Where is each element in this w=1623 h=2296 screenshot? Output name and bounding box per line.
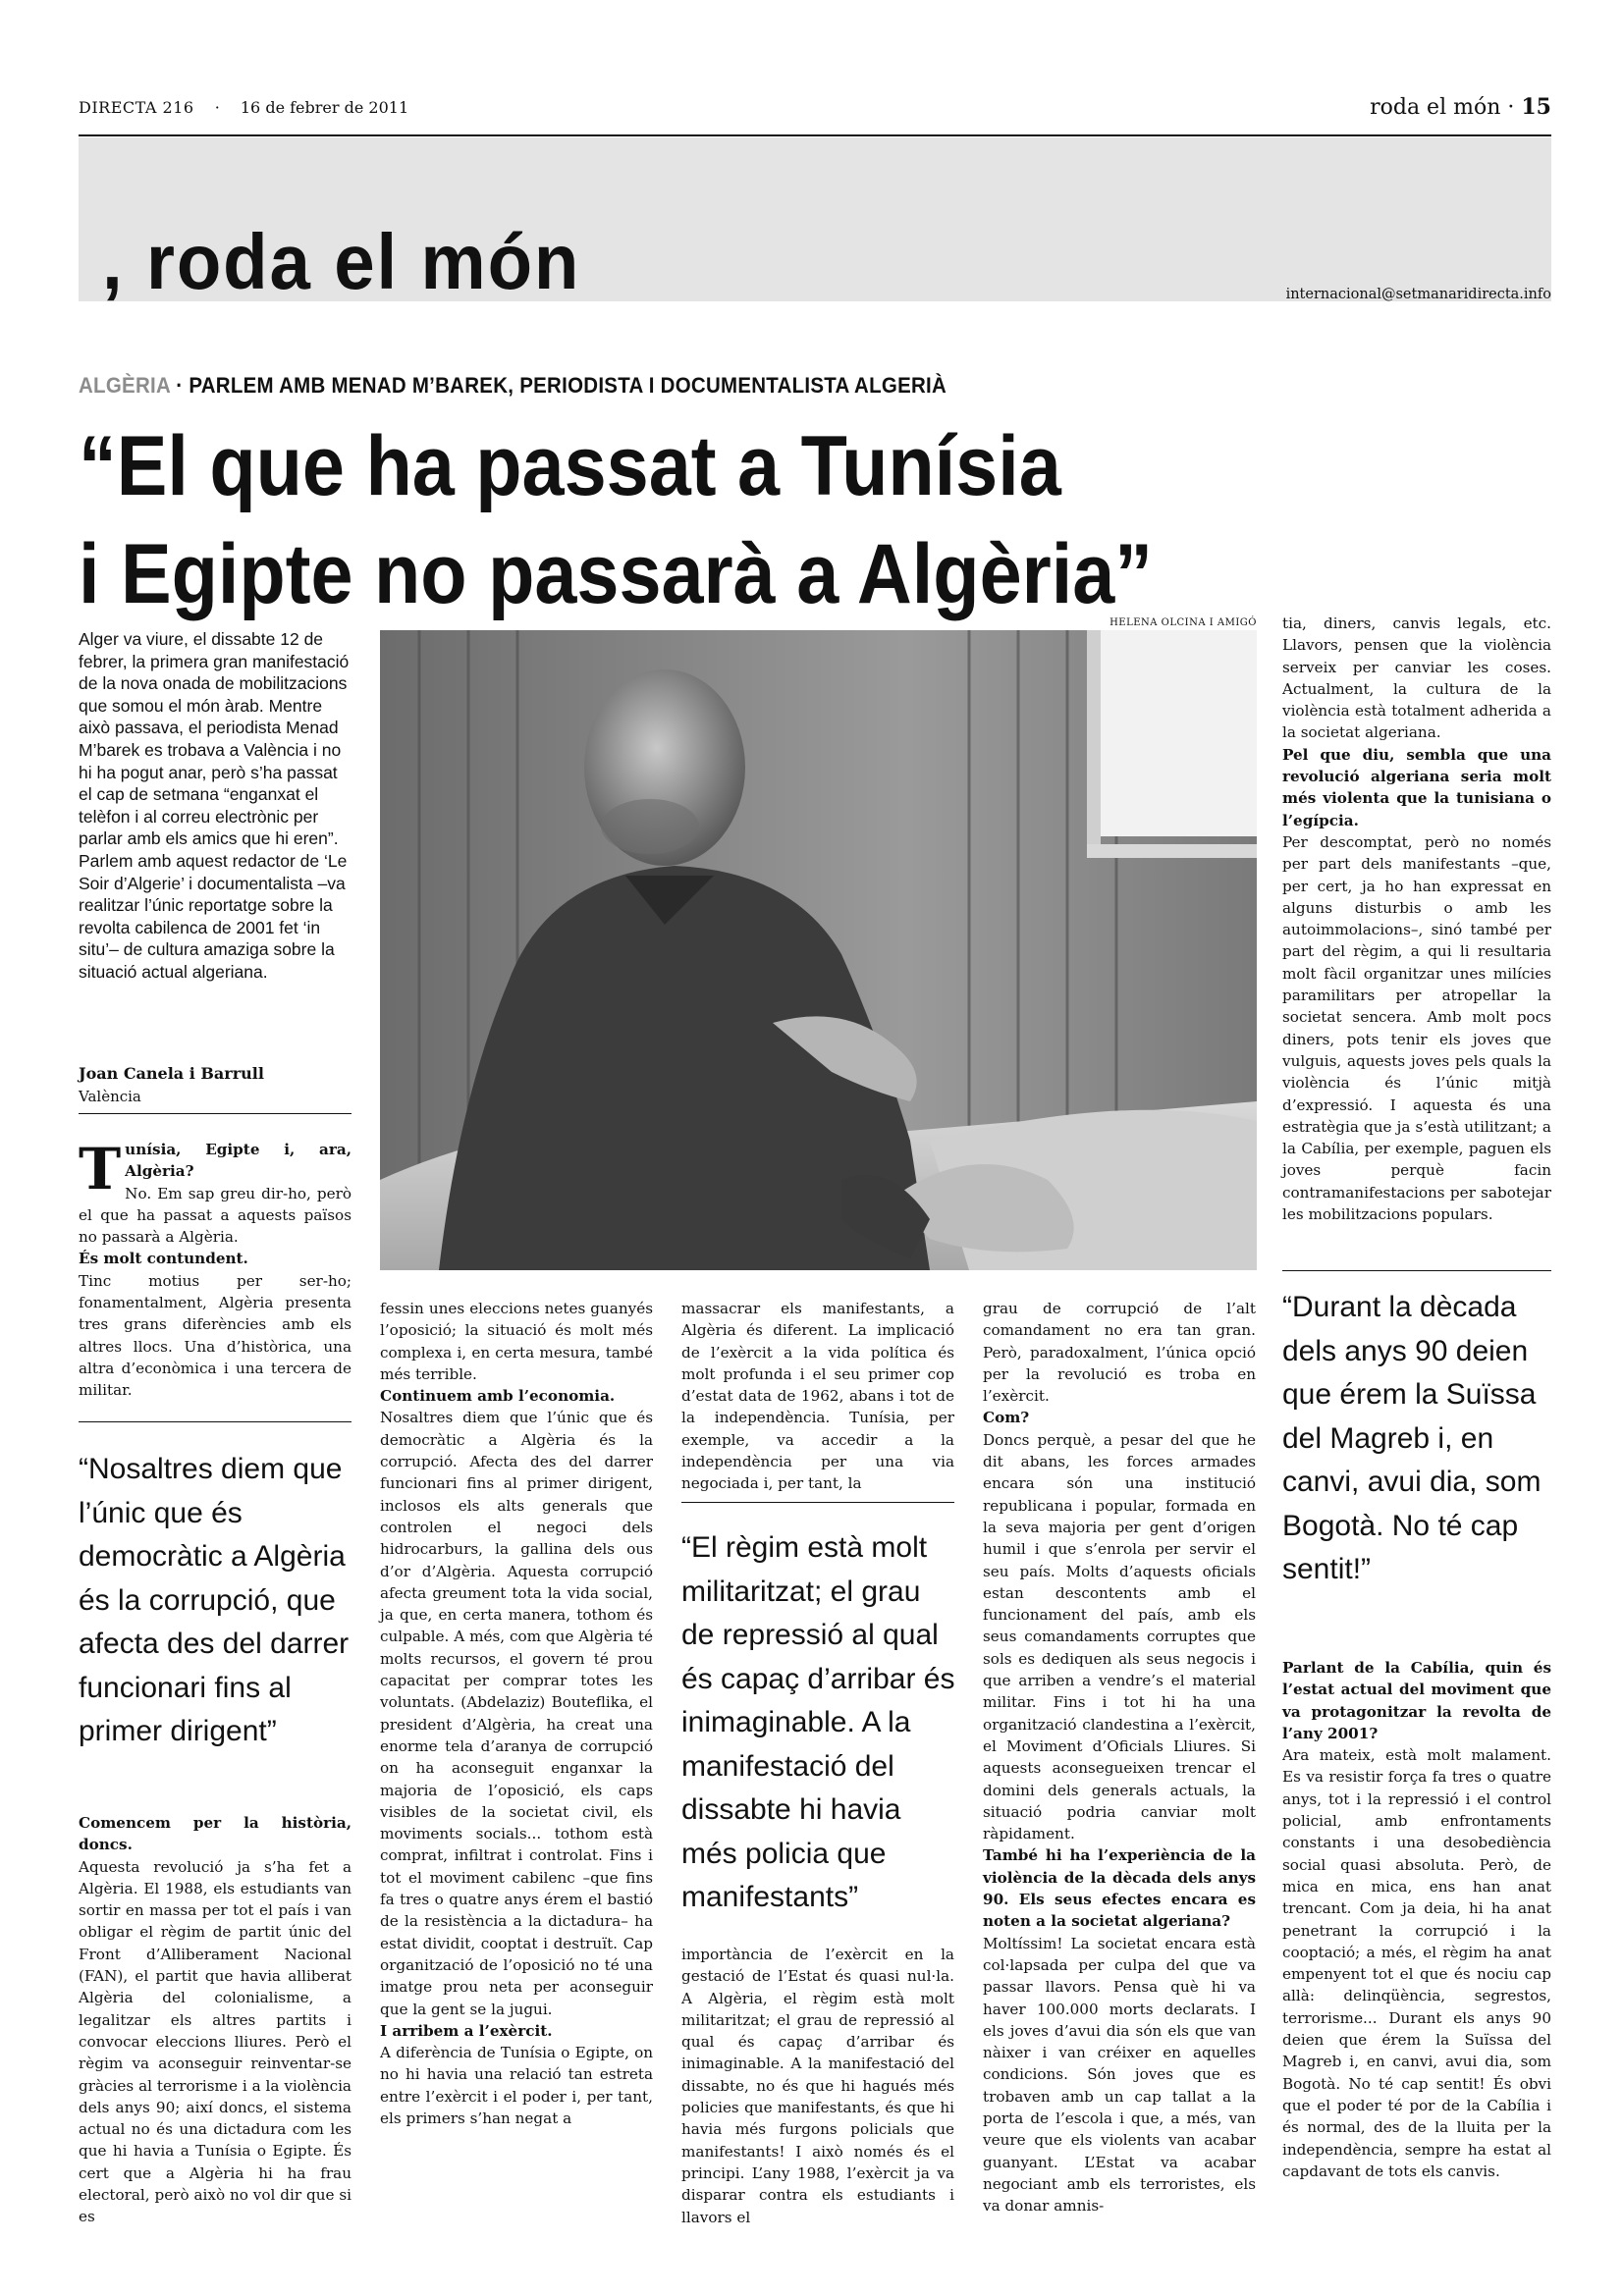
- photo-credit: HELENA OLCINA I AMIGÓ: [1109, 617, 1257, 628]
- byline: [79, 1062, 352, 1107]
- page-number: 15: [1521, 94, 1551, 120]
- col3-answer-2: importància de l’exèrcit en la gestació de l’Estat és quasi nul·la. A Algèria, el règim està molt militaritzat; el grau de repressió al qual és capaç d’arribar és inimaginable. A la manifestació del dissabte, no és que hi hagués més policies que manifestants, és que hi havia més furgons policials que manifestants! I això només és el principi. L’any 1988, l’exèrcit ja va disparar contra els estudiants i llavors el: [681, 1946, 954, 2226]
- answer-2: Tinc motius per ser-ho; fonamentalment, Algèria presenta tres grans diferències amb els altres llocs. Una d’històrica, una altra d’econòmica i una tercera de militar.: [79, 1271, 352, 1400]
- article-kicker: [79, 373, 947, 399]
- section-banner-title: , roda el món: [102, 218, 581, 305]
- author-name: Joan Canela i Barrull: [79, 1064, 264, 1083]
- col4-answer-3: Moltíssim! La societat encara està col·lapsada per culpa del que va passar llavors. Pensa què hi va haver 100.000 morts declarats. I els joves d’avui dia són els que van nàixer i van créixer en aquelles condicions. Són joves que es trobaven amb un cap tallat a la porta de l’escola i que, a més, van veure que els violents van acabar guanyant. L’Estat va acabar negociant amb els terroristes, els va donar amnis-: [983, 1934, 1256, 2216]
- column-3: [681, 1298, 954, 1495]
- answer-1: No. Em sap greu dir-ho, però el que ha passat a aquests països no passarà a Algèria.: [79, 1184, 352, 1247]
- issue-date: 16 de febrer de 2011: [240, 98, 409, 117]
- col5-question-2: Parlant de la Cabília, quin és l’estat actual del moviment que va protagonitzar la revolta de l’any 2001?: [1282, 1659, 1551, 1742]
- byline-rule: [79, 1113, 352, 1114]
- column-4: [983, 1298, 1256, 2216]
- pull-quote-2-rule: [681, 1502, 954, 1503]
- col2-answer-3: A diferència de Tunísia o Egipte, on no hi havia una relació tan estreta entre l’exèrcit i el poder i, per tant, els primers s’han negat a: [380, 2044, 653, 2127]
- header-separator: ·: [214, 98, 220, 117]
- column-5-lower: [1282, 1657, 1551, 2182]
- section-email: internacional@setmanaridirecta.info: [1285, 287, 1551, 302]
- kicker-country: ALGÈRIA: [79, 373, 171, 398]
- col4-answer-1: grau de corrupció de l’alt comandament no era tan gran. Però, paradoxalment, l’única opció per la revolució es troba en l’exèrcit.: [983, 1300, 1256, 1406]
- pull-quote-1: “Nosaltres diem que l’únic que és democràtic a Algèria és la corrupció, que afecta des del darrer funcionari fins al primer dirigent”: [79, 1453, 350, 1747]
- section-name: roda el món: [1370, 95, 1501, 120]
- col5-answer-2: Per descomptat, però no només per part dels manifestants –que, per cert, ja ho han expressat en alguns disturbis o amb les autoimmolacions–, sinó també per part del règim, a qui li resultaria molt fàcil organitzar unes milícies paramilitars per atropellar la societat sencera. Amb molt pocs diners, pots tenir els joves que vulguis, aquests joves pels quals la violència és l’únic mitjà d’expressió. I aquesta és una estratègia que ja s’està utilitzant; a la Cabília, per exemple, paguen els joves perquè facin contramanifestacions per sabotejar les mobilitzacions populars.: [1282, 832, 1551, 1224]
- page-header: [79, 94, 1551, 130]
- col2-answer-1: fessin unes eleccions netes guanyés l’oposició; la situació és molt més complexa i, en certa mesura, també més terrible.: [380, 1300, 653, 1383]
- column-1-lower: [79, 1812, 352, 2228]
- headline-line-1: “El que ha passat a Tunísia: [79, 419, 1061, 513]
- dropcap: T: [79, 1136, 122, 1202]
- question-1: unísia, Egipte i, ara, Algèria?: [125, 1141, 352, 1181]
- question-2: És molt contundent.: [79, 1250, 248, 1268]
- col5-question-1: Pel que diu, sembla que una revolució algeriana seria molt més violenta que la tunisiana o l’egípcia.: [1282, 745, 1551, 829]
- section-page: [1370, 94, 1551, 120]
- column-2: [380, 1298, 653, 2129]
- col4-question-2: També hi ha l’experiència de la violència de la dècada dels anys 90. Els seus efectes encara es noten a la societat algeriana?: [983, 1846, 1256, 1931]
- pull-quote-2: “El règim està molt militaritzat; el grau de repressió al qual és capaç d’arribar és inimaginable. A la manifestació del dissabte hi havia més policia que manifestants”: [681, 1531, 955, 1913]
- page-separator: ·: [1507, 95, 1515, 120]
- header-rule: [79, 134, 1551, 136]
- col5-answer-1: tia, diners, canvis legals, etc. Llavors, pensen que la violència serveix per canviar les coses. Actualment, la cultura de la violència està totalment adherida a la societat algeriana.: [1282, 614, 1551, 742]
- interview-photo: [380, 630, 1257, 1270]
- column-3-lower: [681, 1944, 954, 2228]
- col2-question-2: I arribem a l’exèrcit.: [380, 2021, 553, 2040]
- kicker-separator: ·: [176, 373, 184, 398]
- photo-illustration: [380, 630, 1257, 1270]
- publication-name: DIRECTA 216: [79, 98, 194, 117]
- column-5: [1282, 613, 1551, 1225]
- kicker-text: PARLEM AMB MENAD M’BAREK, PERIODISTA I DOCUMENTALISTA ALGERIÀ: [189, 373, 947, 398]
- col5-answer-3: Ara mateix, està molt malament. Es va resistir força fa tres o quatre anys, tot i la repressió i el control policial, amb enfrontaments constants i una desobediència social quasi absoluta. Però, de mica en mica, ens han anat trencant. Com ja deia, hi ha anat penetrant la corrupció i la cooptació; a més, el règim ha anat empenyent tot el que és nociu cap allà: delinqüència, segrestos, terrorisme... Durant els anys 90 deien que érem la Suïssa del Magreb i, en canvi, avui dia, som Bogotà. No té cap sentit! És obvi que el poder té por de la Cabília i és normal, des de la lluita per la independència, sempre ha estat al capdavant de tots els canvis.: [1282, 1746, 1551, 2180]
- article-intro: Alger va viure, el dissabte 12 de febrer, la primera gran manifestació de la nova onada de mobilitzacions que somou el món àrab. Mentre això passava, el periodista Menad M’barek es trobava a València i no hi ha pogut anar, però s’ha passat el cap de setmana “enganxat el telèfon i al correu electrònic per parlar amb els amics que hi eren”. Parlem amb aquest redactor de ‘Le Soir d’Algerie’ i documentalista –va realitzar l’únic reportatge sobre la revolta cabilenca de 2001 fet ‘in situ’– de cultura amaziga sobre la situació actual algeriana.: [79, 629, 350, 982]
- headline-line-2: i Egipte no passarà a Algèria”: [79, 527, 1154, 621]
- col4-question-1: Com?: [983, 1409, 1030, 1427]
- column-1: [79, 1136, 352, 1402]
- pull-quote-3: “Durant la dècada dels anys 90 deien que érem la Suïssa del Magreb i, en canvi, avui dia, som Bogotà. No té cap sentit!”: [1282, 1291, 1542, 1585]
- col2-answer-2: Nosaltres diem que l’únic que és democràtic a Algèria és la corrupció. Afecta des del darrer funcionari fins al primer dirigent, inclosos els alts generals que controlen el negoci dels hidrocarburs, la gallina dels ous d’or d’Algèria. Aquesta corrupció afecta greument tota la vida social, ja que, en certa manera, tothom és culpable. A més, com que Algèria té molts recursos, el govern té prou capacitat per comprar totes les voluntats. (Abdelaziz) Bouteflika, el president d’Algèria, ha creat una enorme tela d’aranya de corrupció on ha aconseguit enganxar la majoria de l’oposició, els caps visibles de la societat civil, els moviments socials... tothom està comprat, infiltrat i controlat. Fins i tot el moviment cabilenc –que fins fa tres o quatre anys érem el bastió de la resistència a la dictadura– ha estat dividit, cooptat i destruït. Cap organització de l’oposició no té una imatge prou neta per aconseguir que la gent se la jugui.: [380, 1409, 653, 2018]
- question-3: Comencem per la història, doncs.: [79, 1814, 352, 1854]
- dropcap-paragraph: [79, 1136, 352, 1248]
- article-headline: [79, 412, 1153, 628]
- pull-quote-1-rule: [79, 1421, 352, 1422]
- col4-answer-2: Doncs perquè, a pesar del que he dit abans, les forces armades encara són una institució republicana i popular, formada en la seva majoria per gent d’origen humil i que s’enrola per servir el seu país. Molts d’aquests oficials estan descontents amb el funcionament del país, amb els seus comandaments corruptes que sols es dediquen als seus negocis i que arriben a vendre’s el material militar. Fins i tot hi ha una organització clandestina a l’exèrcit, el Moviment d’Oficials Lliures. Si aquests aconsegueixen trencar el domini dels generals actuals, la situació podria canviar molt ràpidament.: [983, 1430, 1256, 1843]
- pull-quote-3-rule: [1282, 1270, 1551, 1271]
- answer-3: Aquesta revolució ja s’ha fet a Algèria. El 1988, els estudiants van sortir en massa per tot el país i van obligar el règim de partit únic del Front d’Alliberament Nacional (FAN), el partit que havia alliberat Algèria del colonialisme, a legalitzar els altres partits i convocar eleccions lliures. Però el règim va aconseguir reinventar-se gràcies al terrorisme i a la violència dels anys 90; així doncs, el sistema actual no és una dictadura com les que hi havia a Tunísia o Egipte. És cert que a Algèria hi ha frau electoral, però això no vol dir que si es: [79, 1857, 352, 2226]
- col3-answer-1: massacrar els manifestants, a Algèria és diferent. La implicació de l’exèrcit a la vida política és molt profunda i el seu primer cop d’estat data de 1962, abans i tot de la independència. Tunísia, per exemple, va accedir a la independència per una via negociada i, per tant, la: [681, 1300, 954, 1493]
- author-location: València: [79, 1088, 141, 1105]
- col2-question-1: Continuem amb l’economia.: [380, 1387, 616, 1406]
